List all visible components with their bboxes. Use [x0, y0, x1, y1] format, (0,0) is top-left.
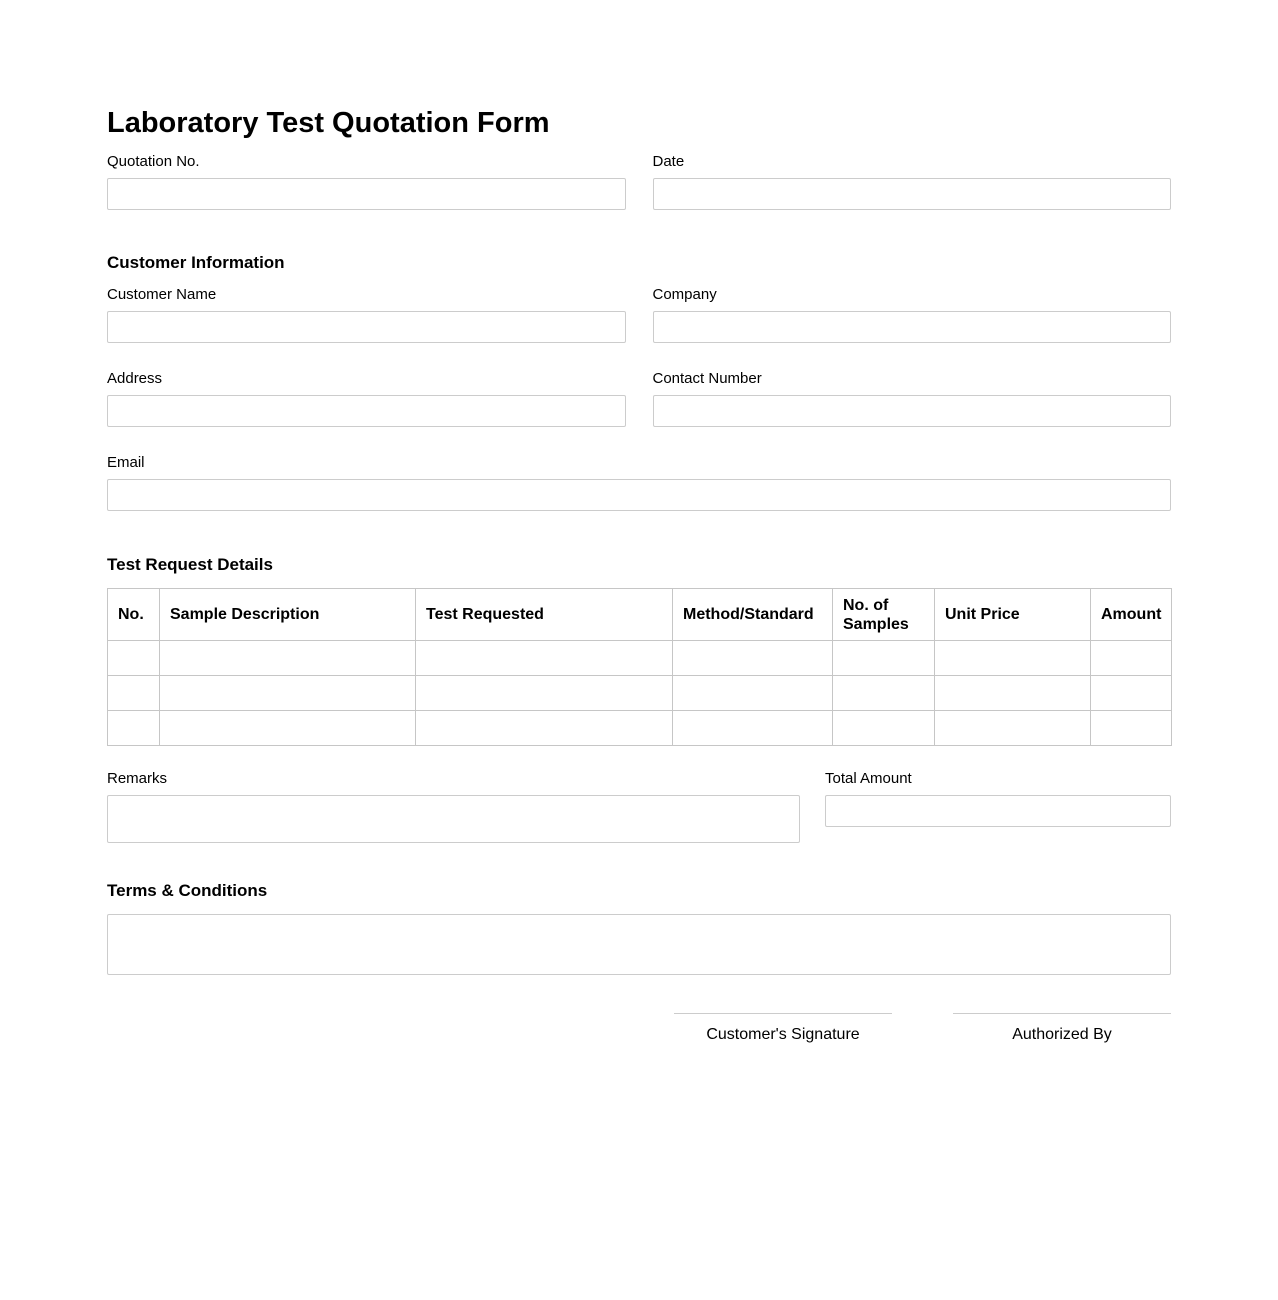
- table-cell: [673, 641, 833, 676]
- customer-name-input[interactable]: [107, 311, 626, 343]
- address-label: Address: [107, 370, 163, 387]
- table-cell: [160, 676, 416, 711]
- authorized-by-label: Authorized By: [1012, 1026, 1112, 1043]
- terms-conditions-heading: Terms & Conditions: [107, 881, 268, 900]
- column-header-no-of-samples: No. of Samples: [833, 589, 935, 641]
- customer-name-field-group: [107, 286, 626, 343]
- contact-number-label: Contact Number: [652, 370, 762, 387]
- quotation-no-field-group: [107, 153, 626, 210]
- header-fields-row: [107, 153, 1171, 210]
- table-row: [108, 676, 1172, 711]
- date-input[interactable]: [653, 178, 1172, 210]
- table-cell: [833, 676, 935, 711]
- email-label: Email: [107, 454, 145, 471]
- signature-row: [107, 1013, 1171, 1044]
- remarks-field-group: [107, 770, 800, 843]
- remarks-total-row: [107, 770, 1171, 843]
- table-cell: [935, 676, 1091, 711]
- remarks-textarea[interactable]: [107, 795, 800, 843]
- customer-signature-block: [674, 1013, 892, 1044]
- contact-number-input[interactable]: [653, 395, 1172, 427]
- company-input[interactable]: [653, 311, 1172, 343]
- company-label: Company: [652, 286, 717, 303]
- table-header-row: [108, 589, 1172, 641]
- table-cell: [935, 711, 1091, 746]
- total-amount-input[interactable]: [825, 795, 1171, 827]
- email-input[interactable]: [107, 479, 1171, 511]
- column-header-sample-description: Sample Description: [160, 589, 416, 641]
- table-cell: [1091, 641, 1172, 676]
- table-row: [108, 641, 1172, 676]
- table-cell: [1091, 711, 1172, 746]
- address-field-group: [107, 370, 626, 427]
- table-cell: [673, 711, 833, 746]
- table-cell: [416, 676, 673, 711]
- authorized-by-block: [953, 1013, 1171, 1044]
- test-request-details-heading: Test Request Details: [107, 555, 273, 574]
- total-amount-field-group: [825, 770, 1171, 827]
- table-cell: [416, 711, 673, 746]
- table-row: [108, 711, 1172, 746]
- column-header-method-standard: Method/Standard: [673, 589, 833, 641]
- customer-information-heading: Customer Information: [107, 253, 285, 272]
- test-request-table-body: [108, 641, 1172, 746]
- customer-row-1: [107, 286, 1171, 343]
- column-header-test-requested: Test Requested: [416, 589, 673, 641]
- table-cell: [935, 641, 1091, 676]
- table-cell: [833, 641, 935, 676]
- date-label: Date: [652, 153, 685, 170]
- column-header-amount: Amount: [1091, 589, 1172, 641]
- company-field-group: [653, 286, 1172, 343]
- date-field-group: [653, 153, 1172, 210]
- table-cell: [673, 676, 833, 711]
- total-amount-label: Total Amount: [825, 770, 912, 787]
- contact-number-field-group: [653, 370, 1172, 427]
- quotation-no-label: Quotation No.: [107, 153, 200, 170]
- remarks-label: Remarks: [107, 770, 168, 787]
- column-header-unit-price: Unit Price: [935, 589, 1091, 641]
- table-cell: [160, 711, 416, 746]
- customer-name-label: Customer Name: [107, 286, 217, 303]
- quotation-no-input[interactable]: [107, 178, 626, 210]
- page-title: Laboratory Test Quotation Form: [107, 107, 550, 139]
- table-cell: [833, 711, 935, 746]
- customer-row-2: [107, 370, 1171, 427]
- table-cell: [160, 641, 416, 676]
- quotation-form: [107, 0, 1171, 1104]
- table-cell: [108, 641, 160, 676]
- test-request-table: [107, 588, 1172, 746]
- table-cell: [416, 641, 673, 676]
- terms-conditions-textarea[interactable]: [107, 914, 1171, 975]
- table-cell: [108, 676, 160, 711]
- email-field-group: [107, 454, 1171, 511]
- customer-signature-label: Customer's Signature: [706, 1026, 860, 1043]
- table-cell: [108, 711, 160, 746]
- address-input[interactable]: [107, 395, 626, 427]
- column-header-no: No.: [108, 589, 160, 641]
- table-cell: [1091, 676, 1172, 711]
